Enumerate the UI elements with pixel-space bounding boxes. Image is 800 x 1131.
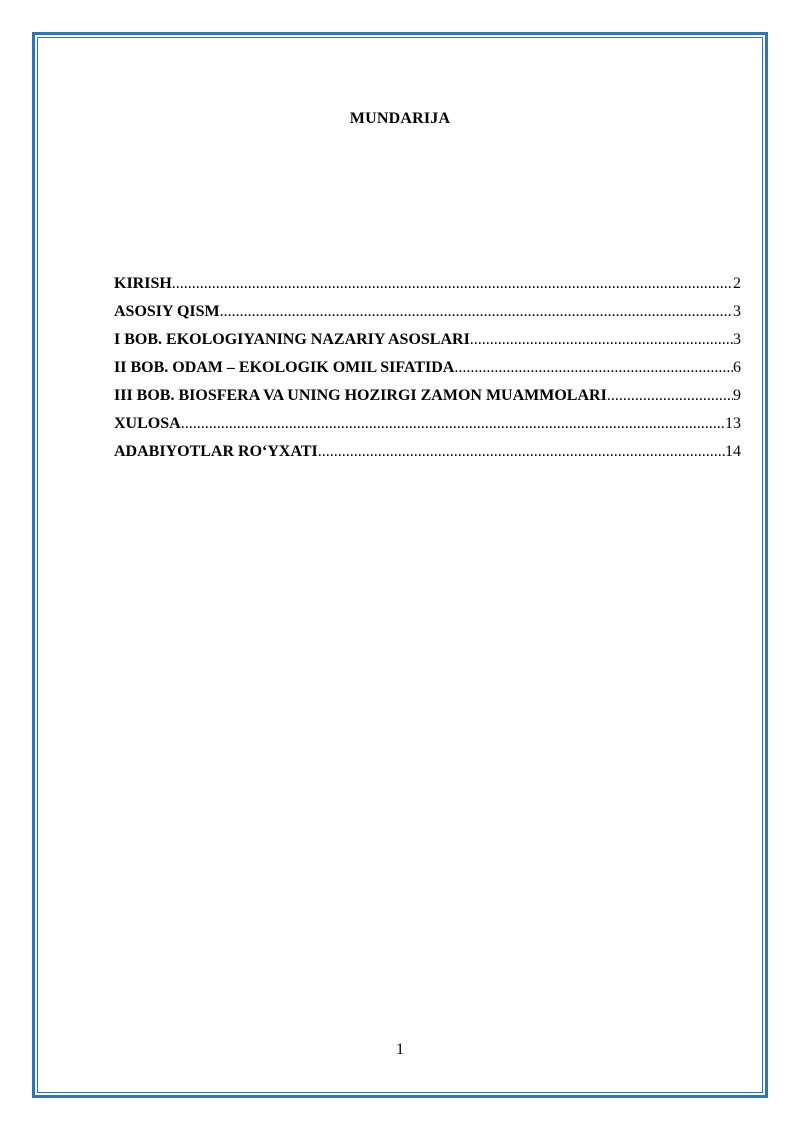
toc-entry-chapter-1[interactable]: [114, 326, 741, 354]
toc-entry-asosiy-qism[interactable]: [114, 298, 741, 326]
toc-dot-leader: [470, 326, 733, 354]
toc-dot-leader: [172, 270, 733, 298]
toc-dot-leader: [181, 410, 725, 438]
page-title: MUNDARIJA: [349, 110, 451, 127]
toc-entry-title: II BOB. ODAM – EKOLOGIK OMIL SIFATIDA: [114, 359, 455, 376]
toc-entry-page: 6: [733, 359, 741, 376]
toc-entry-xulosa[interactable]: [114, 410, 741, 438]
toc-entry-title: KIRISH: [114, 275, 172, 292]
toc-entry-page: 9: [733, 387, 741, 404]
page-number: 1: [396, 1041, 404, 1058]
toc-entry-chapter-3[interactable]: [114, 382, 741, 410]
toc-entry-title: ASOSIY QISM: [114, 303, 220, 320]
toc-entry-page: 3: [733, 331, 741, 348]
toc-dot-leader: [318, 438, 725, 466]
table-of-contents: [114, 270, 741, 466]
toc-entry-page: 2: [733, 275, 741, 292]
page-border-inner: [37, 37, 763, 1093]
toc-entry-adabiyotlar[interactable]: [114, 438, 741, 466]
toc-entry-chapter-2[interactable]: [114, 354, 741, 382]
toc-dot-leader: [607, 382, 733, 410]
toc-entry-title: XULOSA: [114, 415, 181, 432]
toc-entry-kirish[interactable]: [114, 270, 741, 298]
toc-entry-page: 13: [725, 415, 741, 432]
toc-dot-leader: [220, 298, 733, 326]
toc-entry-page: 14: [725, 443, 741, 460]
toc-dot-leader: [454, 354, 733, 382]
toc-entry-title: ADABIYOTLAR RO‘YXATI: [114, 443, 318, 460]
toc-entry-title: III BOB. BIOSFERA VA UNING HOZIRGI ZAMON MUAMMOLARI: [114, 387, 607, 404]
toc-entry-page: 3: [733, 303, 741, 320]
toc-entry-title: I BOB. EKOLOGIYANING NAZARIY ASOSLARI: [114, 331, 470, 348]
